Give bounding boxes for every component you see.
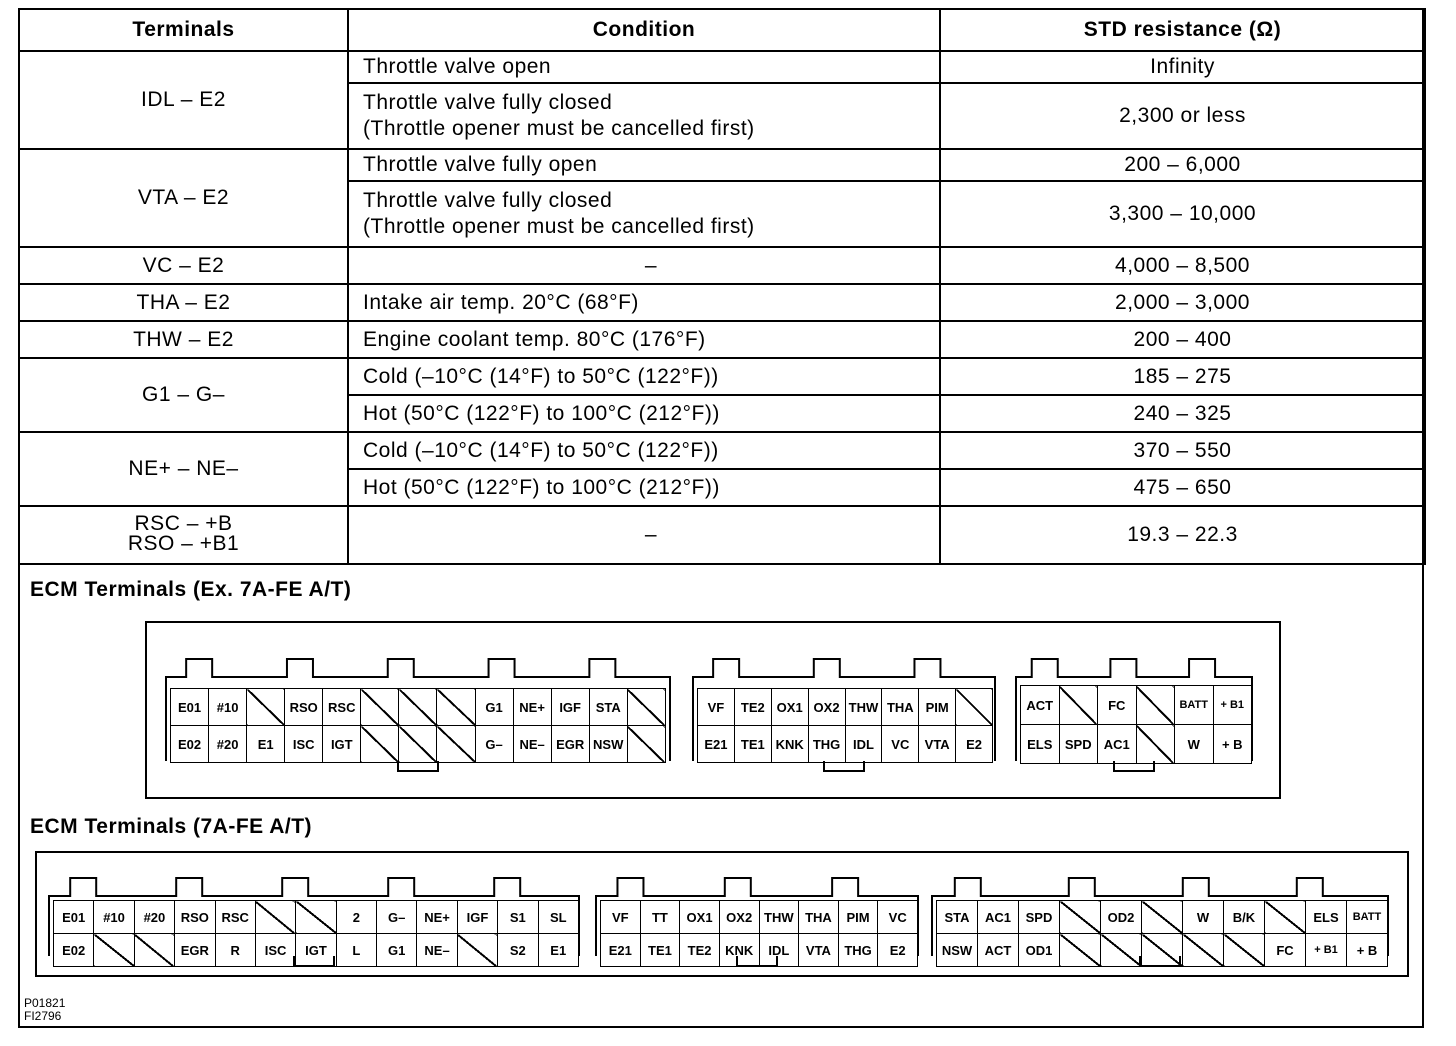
pin-label: RSO [175,901,215,934]
resistance-cell: 200 – 400 [940,321,1425,358]
pin-label: #10 [94,901,134,934]
pin-label: ACT [1021,686,1060,725]
pin-label: RSC [323,689,361,726]
condition-cell: Cold (–10°C (14°F) to 50°C (122°F)) [348,358,940,395]
pin-label: RSO [285,689,323,726]
pin-label: ISC [255,934,295,967]
ecm2-connector-1 [53,900,579,967]
pin-row [1021,686,1252,725]
pin-label: AC1 [1098,725,1137,764]
table-row [19,149,1425,181]
pin-label: NE+ [513,689,551,726]
pin-label: OX2 [719,901,759,934]
pin-label: BATT [1175,686,1214,725]
condition-cell: Throttle valve fully closed (Throttle opener must be cancelled first) [348,181,940,247]
pin-label: SL [538,901,579,934]
terminals-text: IDL – E2 [141,88,226,111]
empty-pin [1142,901,1183,934]
empty-pin [361,726,399,763]
pin-label: ELS [1306,901,1347,934]
pin-label: G1 [377,934,417,967]
terminals-cell [19,247,348,284]
ecm1-connector-2 [697,688,993,763]
pin-label: AC1 [978,901,1019,934]
condition-cell: Hot (50°C (122°F) to 100°C (212°F)) [348,469,940,506]
empty-pin [627,726,665,763]
resistance-cell: Infinity [940,51,1425,83]
pin-label: OX1 [680,901,720,934]
pin-label: #20 [134,901,174,934]
resistance-cell: 2,300 or less [940,83,1425,149]
ecm2-connector-2 [600,900,918,967]
pin-label: STA [937,901,978,934]
table-row [19,247,1425,284]
pin-label: RSC [215,901,255,934]
empty-pin [399,726,437,763]
pin-label: G1 [475,689,513,726]
pin-row [171,689,666,726]
pin-label: IGT [296,934,336,967]
terminals-text: RSC – +B RSO – +B1 [127,512,240,555]
terminals-cell [19,358,348,432]
pin-label: E1 [247,726,285,763]
terminals-text: VTA – E2 [137,186,230,209]
header-terminals: Terminals [19,9,348,51]
pin-label: BATT [1347,901,1388,934]
empty-pin [627,689,665,726]
pin-label: SPD [1019,901,1060,934]
empty-pin [1224,934,1265,967]
pin-label: VTA [919,726,956,763]
condition-cell: Throttle valve open [348,51,940,83]
empty-pin [361,689,399,726]
pin-label: OX1 [771,689,808,726]
pin-label: #20 [209,726,247,763]
pin-label: G– [377,901,417,934]
pin-label: B/K [1224,901,1265,934]
empty-pin [247,689,285,726]
condition-cell: Throttle valve fully open [348,149,940,181]
pin-label: SPD [1059,725,1098,764]
terminals-text: NE+ – NE– [128,457,239,480]
table-header-row [19,9,1425,51]
pin-label: E02 [171,726,209,763]
table-row [19,284,1425,321]
pin-label: STA [589,689,627,726]
pin-label: E21 [698,726,735,763]
pin-label: EGR [551,726,589,763]
pin-label: THG [808,726,845,763]
empty-pin [1136,686,1175,725]
pin-label: IGT [323,726,361,763]
pin-label: KNK [719,934,759,967]
header-condition: Condition [348,9,940,51]
terminals-text: G1 – G– [142,383,225,406]
pin-label: ACT [978,934,1019,967]
pin-row [54,901,579,934]
resistance-cell: 3,300 – 10,000 [940,181,1425,247]
pin-label: PIM [838,901,878,934]
pin-label: VC [882,726,919,763]
pin-label: TE1 [734,726,771,763]
ecm1-connector-1 [170,688,666,763]
empty-pin [1265,901,1306,934]
pin-label: NSW [937,934,978,967]
table-row [19,506,1425,564]
pin-label: E2 [956,726,993,763]
pin-label: THA [882,689,919,726]
empty-pin [956,689,993,726]
ecm1-title: ECM Terminals (Ex. 7A-FE A/T) [30,578,352,601]
empty-pin [1142,934,1183,967]
pin-label: TE2 [734,689,771,726]
condition-cell: Intake air temp. 20°C (68°F) [348,284,940,321]
pin-label: EGR [175,934,215,967]
empty-pin [255,901,295,934]
resistance-cell: 19.3 – 22.3 [940,506,1425,564]
pin-label: IDL [759,934,799,967]
pin-label: L [336,934,376,967]
pin-label: E01 [54,901,94,934]
pin-label: E01 [171,689,209,726]
pin-label: NE– [513,726,551,763]
table-row [19,432,1425,469]
pin-row [1021,725,1252,764]
empty-pin [1136,725,1175,764]
pin-label: W [1175,725,1214,764]
pin-label: IGF [551,689,589,726]
pin-label: FC [1265,934,1306,967]
figure-code-1: P01821 [24,996,66,1010]
pin-label: + B1 [1213,686,1252,725]
empty-pin [1059,686,1098,725]
empty-pin [1060,934,1101,967]
figure-code-2: FI2796 [24,1009,62,1023]
condition-cell: Engine coolant temp. 80°C (176°F) [348,321,940,358]
terminals-text: THA – E2 [136,290,231,314]
resistance-cell: 4,000 – 8,500 [940,247,1425,284]
pin-row [937,934,1388,967]
condition-cell: Throttle valve fully closed (Throttle opener must be cancelled first) [348,83,940,149]
resistance-cell: 2,000 – 3,000 [940,284,1425,321]
resistance-cell: 200 – 6,000 [940,149,1425,181]
pin-label: OD1 [1019,934,1060,967]
table-row [19,321,1425,358]
pin-label: THW [759,901,799,934]
pin-label: TE1 [640,934,680,967]
pin-label: NSW [589,726,627,763]
pin-label: TE2 [680,934,720,967]
empty-pin [296,901,336,934]
ecm2-connector-3 [936,900,1388,967]
pin-row [698,689,993,726]
pin-label: NE– [417,934,457,967]
pin-label: E02 [54,934,94,967]
resistance-cell: 475 – 650 [940,469,1425,506]
pin-label: + B1 [1306,934,1347,967]
pin-label: IGF [457,901,497,934]
resistance-cell: 240 – 325 [940,395,1425,432]
empty-pin [1183,934,1224,967]
pin-row [171,726,666,763]
pin-label: E2 [878,934,918,967]
pin-label: #10 [209,689,247,726]
empty-pin [1101,934,1142,967]
empty-pin [437,726,475,763]
pin-label: VF [601,901,641,934]
pin-label: VC [878,901,918,934]
pin-row [54,934,579,967]
pin-label: S2 [498,934,538,967]
pin-label: OX2 [808,689,845,726]
condition-cell: – [348,247,940,284]
pin-label: THW [845,689,882,726]
pin-label: VF [698,689,735,726]
terminals-cell [19,321,348,358]
pin-label: TT [640,901,680,934]
pin-row [937,901,1388,934]
pin-label: ISC [285,726,323,763]
pin-label: ELS [1021,725,1060,764]
pin-label: E21 [601,934,641,967]
condition-cell: – [348,506,940,564]
pin-label: THG [838,934,878,967]
table-row [19,358,1425,395]
pin-label: + B [1213,725,1252,764]
resistance-table [18,8,1426,565]
terminals-text: THW – E2 [133,327,234,351]
pin-label: KNK [771,726,808,763]
pin-row [698,726,993,763]
pin-row [601,901,918,934]
empty-pin [399,689,437,726]
pin-label: S1 [498,901,538,934]
pin-label: FC [1098,686,1137,725]
pin-label: THA [799,901,839,934]
pin-label: VTA [799,934,839,967]
pin-label: OD2 [1101,901,1142,934]
condition-cell: Hot (50°C (122°F) to 100°C (212°F)) [348,395,940,432]
pin-label: PIM [919,689,956,726]
table-row [19,51,1425,83]
ecm1-connector-3 [1020,685,1252,764]
pin-label: G– [475,726,513,763]
pin-label: NE+ [417,901,457,934]
empty-pin [457,934,497,967]
empty-pin [94,934,134,967]
pin-label: 2 [336,901,376,934]
terminals-cell [19,432,348,506]
empty-pin [437,689,475,726]
empty-pin [134,934,174,967]
condition-cell: Cold (–10°C (14°F) to 50°C (122°F)) [348,432,940,469]
pin-label: IDL [845,726,882,763]
terminals-cell [19,149,348,247]
terminals-text: VC – E2 [142,253,225,277]
pin-label: W [1183,901,1224,934]
header-resistance: STD resistance (Ω) [940,9,1425,51]
resistance-cell: 370 – 550 [940,432,1425,469]
ecm2-title: ECM Terminals (7A-FE A/T) [30,815,313,838]
terminals-cell [19,51,348,149]
resistance-cell: 185 – 275 [940,358,1425,395]
pin-label: + B [1347,934,1388,967]
pin-row [601,934,918,967]
pin-label: R [215,934,255,967]
empty-pin [1060,901,1101,934]
terminals-cell [19,506,348,564]
terminals-cell [19,284,348,321]
pin-label: E1 [538,934,579,967]
